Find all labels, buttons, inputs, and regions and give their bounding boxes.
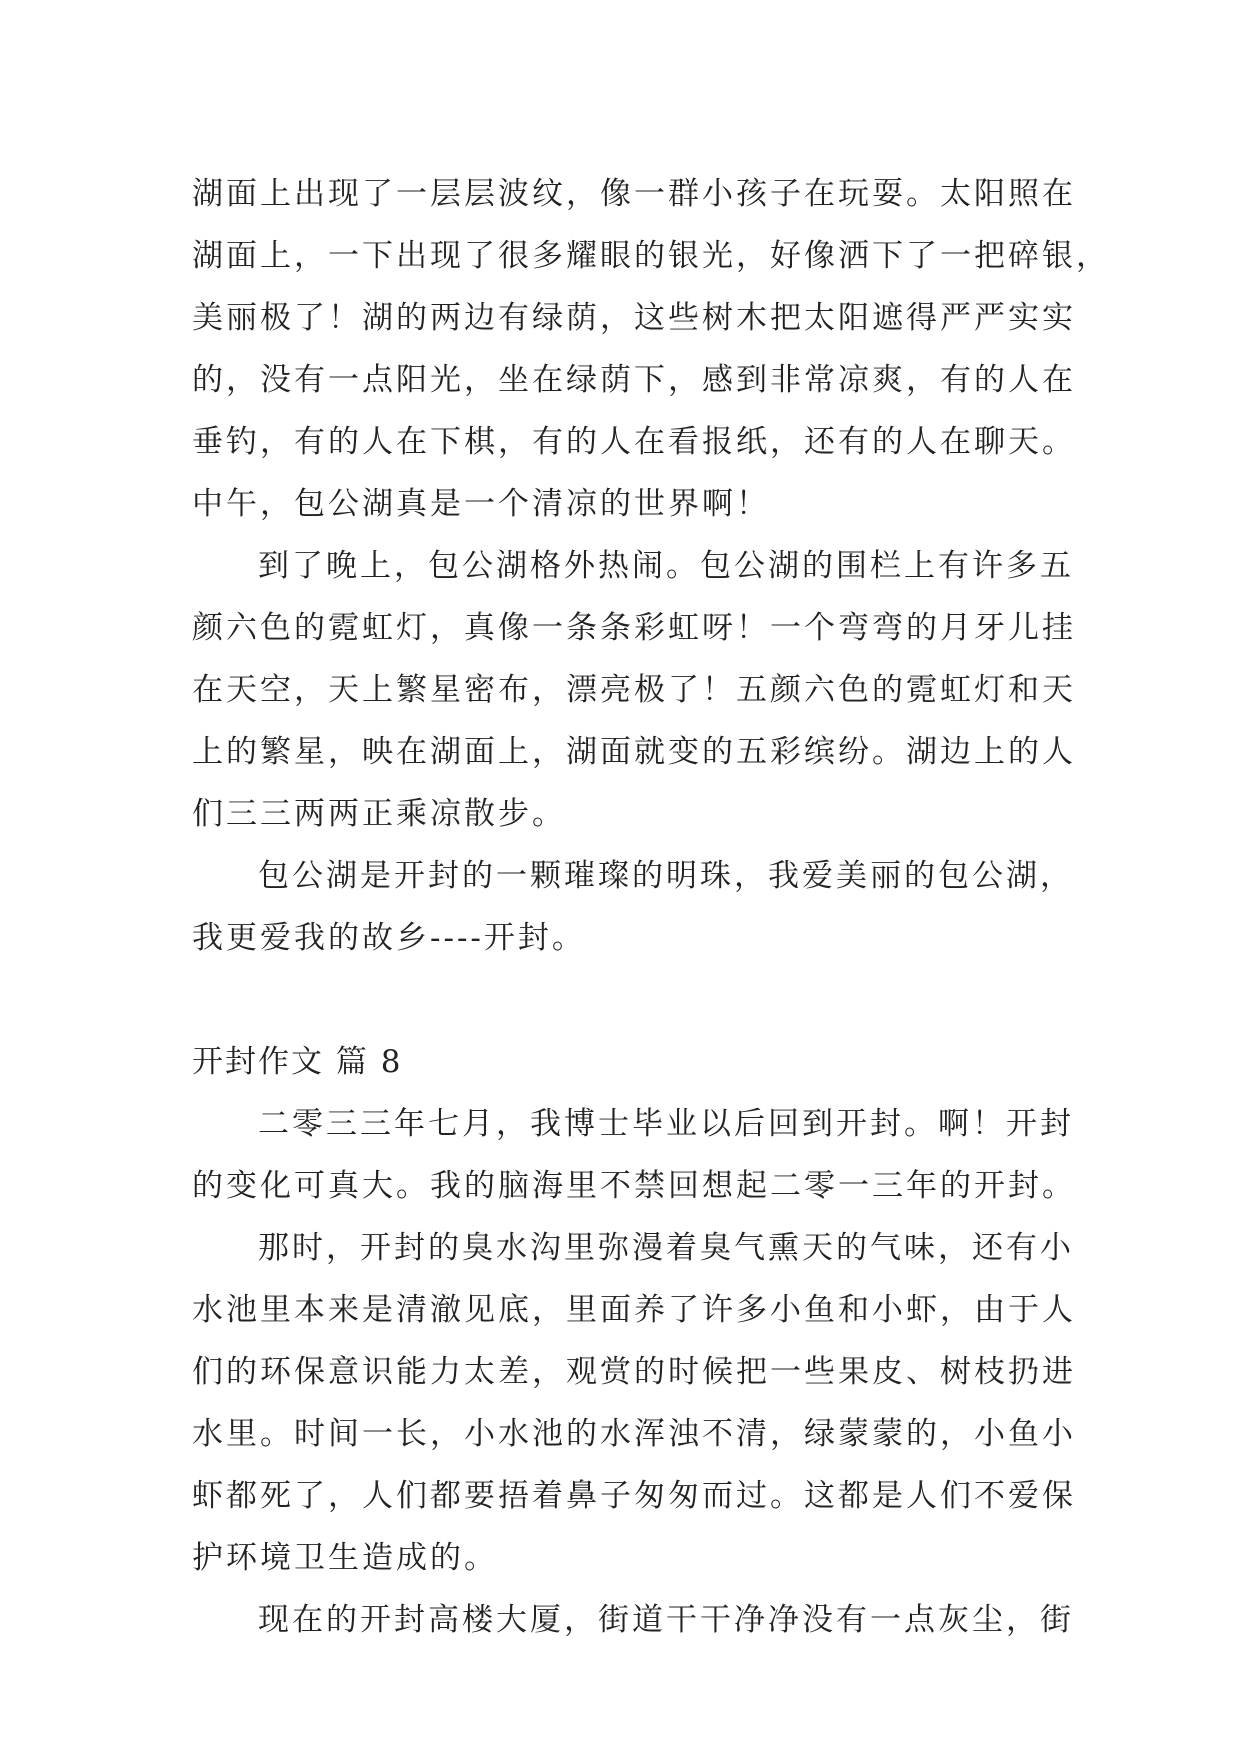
text-line: 中午，包公湖真是一个清凉的世界啊！ bbox=[192, 486, 770, 522]
section-heading: 开封作文 篇 8 bbox=[192, 1044, 403, 1080]
paragraph-6 bbox=[192, 1589, 1072, 1651]
paragraph-4 bbox=[192, 1093, 1076, 1217]
text-line: 的变化可真大。我的脑海里不禁回想起二零一三年的开封。 bbox=[192, 1168, 1076, 1204]
text-line: 们的环保意识能力太差，观赏的时候把一些果皮、树枝扔进 bbox=[192, 1354, 1076, 1390]
text-line: 在天空，天上繁星密布，漂亮极了！五颜六色的霓虹灯和天 bbox=[192, 672, 1076, 708]
text-line: 虾都死了，人们都要捂着鼻子匆匆而过。这都是人们不爱保 bbox=[192, 1478, 1076, 1514]
text-line: 美丽极了！湖的两边有绿荫，这些树木把太阳遮得严严实实 bbox=[192, 300, 1076, 336]
document-body bbox=[192, 163, 1110, 1651]
section-gap bbox=[192, 969, 1072, 1031]
paragraph-1 bbox=[192, 163, 1110, 535]
text-line: 包公湖是开封的一颗璀璨的明珠，我爱美丽的包公湖， bbox=[258, 858, 1074, 894]
text-line: 垂钓，有的人在下棋，有的人在看报纸，还有的人在聊天。 bbox=[192, 424, 1076, 460]
text-line: 我更爱我的故乡----开封。 bbox=[192, 920, 586, 956]
text-line: 水里。时间一长，小水池的水浑浊不清，绿蒙蒙的，小鱼小 bbox=[192, 1416, 1076, 1452]
text-line: 到了晚上，包公湖格外热闹。包公湖的围栏上有许多五 bbox=[258, 548, 1074, 584]
paragraph-5 bbox=[192, 1217, 1076, 1589]
text-line: 护环境卫生造成的。 bbox=[192, 1540, 498, 1576]
text-line: 湖面上，一下出现了很多耀眼的银光，好像洒下了一把碎银， bbox=[192, 238, 1110, 274]
paragraph-2 bbox=[192, 535, 1076, 845]
text-line: 那时，开封的臭水沟里弥漫着臭气熏天的气味，还有小 bbox=[258, 1230, 1074, 1266]
text-line: 上的繁星，映在湖面上，湖面就变的五彩缤纷。湖边上的人 bbox=[192, 734, 1076, 770]
text-line: 水池里本来是清澈见底，里面养了许多小鱼和小虾，由于人 bbox=[192, 1292, 1076, 1328]
text-line: 颜六色的霓虹灯，真像一条条彩虹呀！一个弯弯的月牙儿挂 bbox=[192, 610, 1076, 646]
text-line: 湖面上出现了一层层波纹，像一群小孩子在玩耍。太阳照在 bbox=[192, 176, 1076, 212]
text-line: 二零三三年七月，我博士毕业以后回到开封。啊！开封 bbox=[258, 1106, 1074, 1142]
paragraph-3 bbox=[192, 845, 1072, 969]
text-line: 现在的开封高楼大厦，街道干干净净没有一点灰尘，街 bbox=[258, 1602, 1074, 1638]
text-line: 的，没有一点阳光，坐在绿荫下，感到非常凉爽，有的人在 bbox=[192, 362, 1076, 398]
text-line: 们三三两两正乘凉散步。 bbox=[192, 796, 566, 832]
